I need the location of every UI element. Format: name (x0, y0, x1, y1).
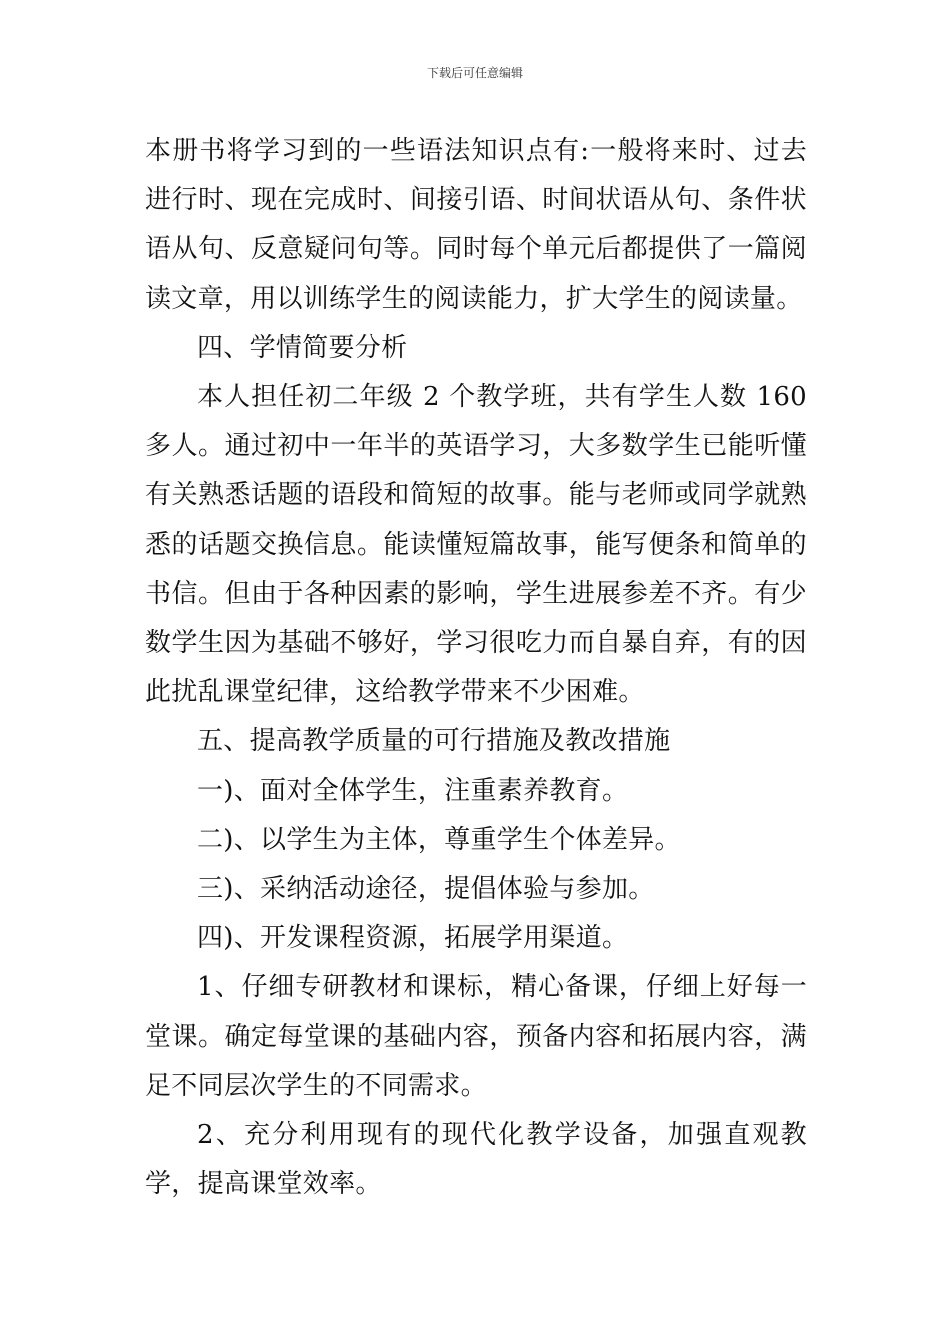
measure-item-2: 二)、以学生为主体，尊重学生个体差异。 (197, 824, 681, 855)
measure-item-3: 三)、采纳活动途径，提倡体验与参加。 (197, 874, 655, 905)
section-heading-student-analysis: 四、学情简要分析 (197, 332, 408, 363)
paragraph-lesson-prep: 1、仔细专研教材和课标，精心备课，仔细上好每一堂课。确定每堂课的基础内容，预备内容和拓展内容，满足不同层次学生的不同需求。 (145, 972, 807, 1101)
section-heading-measures: 五、提高教学质量的可行措施及教改措施 (197, 726, 671, 757)
measure-item-4: 四)、开发课程资源，拓展学用渠道。 (197, 923, 629, 954)
measure-item-1: 一)、面对全体学生，注重素养教育。 (197, 775, 629, 806)
page-header: 下载后可任意编辑 (426, 66, 523, 80)
paragraph-grammar-points: 本册书将学习到的一些语法知识点有:一般将来时、过去进行时、现在完成时、间接引语、时间状语从句、条件状语从句、反意疑问句等。同时每个单元后都提供了一篇阅读文章，用以训练学生的阅读能力，扩大学生的阅读量。 (145, 136, 807, 314)
paragraph-teaching-equipment: 2、充分利用现有的现代化教学设备，加强直观教学，提高课堂效率。 (145, 1120, 807, 1200)
document-body (145, 127, 807, 1209)
paragraph-student-analysis: 本人担任初二年级 2 个教学班，共有学生人数 160 多人。通过初中一年半的英语学习，大多数学生已能听懂有关熟悉话题的语段和简短的故事。能与老师或同学就熟悉的话题交换信息。能读懂短篇故事，能写便条和简单的书信。但由于各种因素的影响，学生进展参差不齐。有少数学生因为基础不够好，学习很吃力而自暴自弃，有的因此扰乱课堂纪律，这给教学带来不少困难。 (145, 382, 807, 708)
